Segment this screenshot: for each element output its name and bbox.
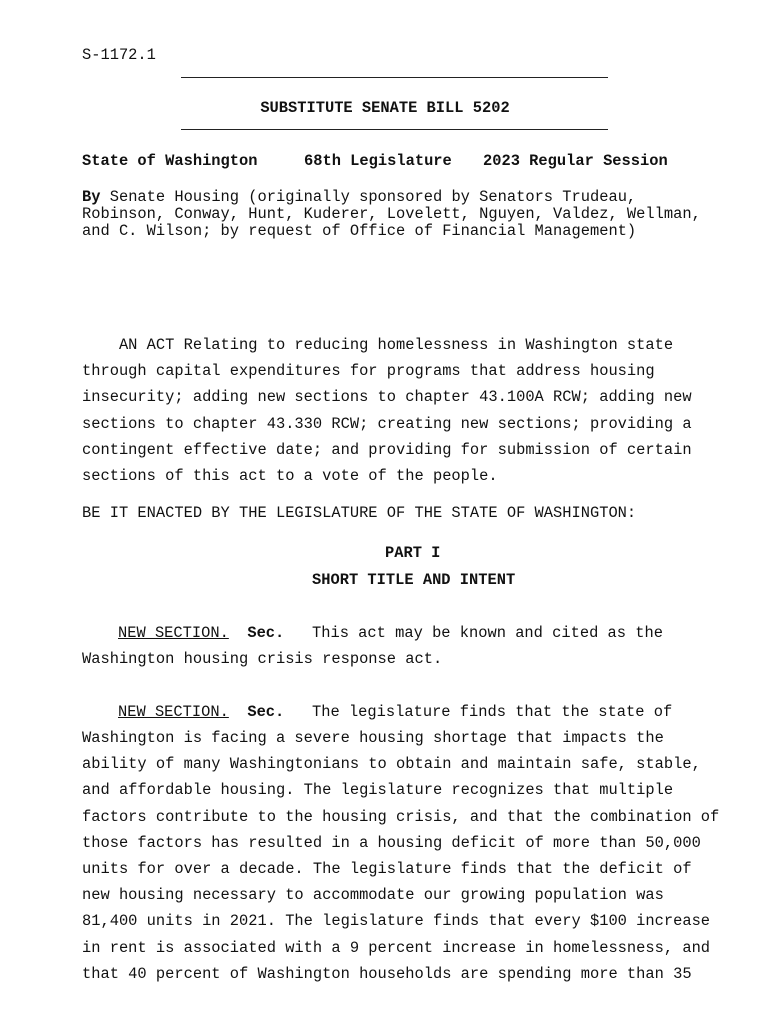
bottom-rule — [181, 129, 608, 130]
act-line: contingent effective date; and providing for submission of certain — [82, 441, 692, 459]
section-2-line: Washington is facing a severe housing shortage that impacts the — [82, 729, 664, 747]
act-line: sections to chapter 43.330 RCW; creating new sections; providing a — [82, 415, 692, 433]
sec-label: Sec. — [247, 703, 285, 721]
sponsors-line-3: and C. Wilson; by request of Office of Financial Management) — [82, 222, 637, 240]
sponsors-text-1: Senate Housing (originally sponsored by Senators Trudeau, — [100, 188, 637, 206]
top-rule — [181, 77, 608, 78]
section-2-line: those factors has resulted in a housing deficit of more than 50,000 — [82, 834, 701, 852]
act-line: AN ACT Relating to reducing homelessness in Washington state — [82, 336, 674, 354]
act-line: through capital expenditures for programs that address housing — [82, 362, 655, 380]
session-label: 2023 Regular Session — [483, 152, 668, 170]
act-line: sections of this act to a vote of the people. — [82, 467, 498, 485]
bill-title: SUBSTITUTE SENATE BILL 5202 — [260, 99, 510, 117]
part-heading: PART I — [385, 544, 441, 562]
section-2-line: units for over a decade. The legislature finds that the deficit of — [82, 860, 692, 878]
section-2-text: The legislature finds that the state of — [312, 703, 673, 721]
section-2-line: 81,400 units in 2021. The legislature finds that every $100 increase — [82, 912, 711, 930]
part-subheading: SHORT TITLE AND INTENT — [312, 571, 516, 589]
section-1-text: This act may be known and cited as the — [312, 624, 663, 642]
section-1-line: Washington housing crisis response act. — [82, 650, 443, 668]
enacting-clause: BE IT ENACTED BY THE LEGISLATURE OF THE STATE OF WASHINGTON: — [82, 504, 637, 522]
act-line: insecurity; adding new sections to chapter 43.100A RCW; adding new — [82, 388, 692, 406]
state-label: State of Washington — [82, 152, 258, 170]
new-section-label: NEW SECTION. — [118, 703, 229, 721]
section-2-line: in rent is associated with a 9 percent increase in homelessness, and — [82, 939, 711, 957]
legislature-label: 68th Legislature — [304, 152, 452, 170]
section-2-first-line — [118, 703, 672, 721]
section-2-line: that 40 percent of Washington households are spending more than 35 — [82, 965, 692, 983]
sponsors-line-2: Robinson, Conway, Hunt, Kuderer, Lovelett, Nguyen, Valdez, Wellman, — [82, 205, 701, 223]
document-id: S-1172.1 — [82, 46, 156, 64]
new-section-label: NEW SECTION. — [118, 624, 229, 642]
section-1-first-line — [118, 624, 663, 642]
sec-label: Sec. — [247, 624, 285, 642]
section-2-line: and affordable housing. The legislature recognizes that multiple — [82, 781, 674, 799]
section-2-line: factors contribute to the housing crisis, and that the combination of — [82, 808, 720, 826]
by-label: By — [82, 188, 101, 206]
section-2-line: ability of many Washingtonians to obtain and maintain safe, stable, — [82, 755, 701, 773]
sponsors-line-1 — [82, 188, 636, 206]
section-2-line: new housing necessary to accommodate our growing population was — [82, 886, 664, 904]
